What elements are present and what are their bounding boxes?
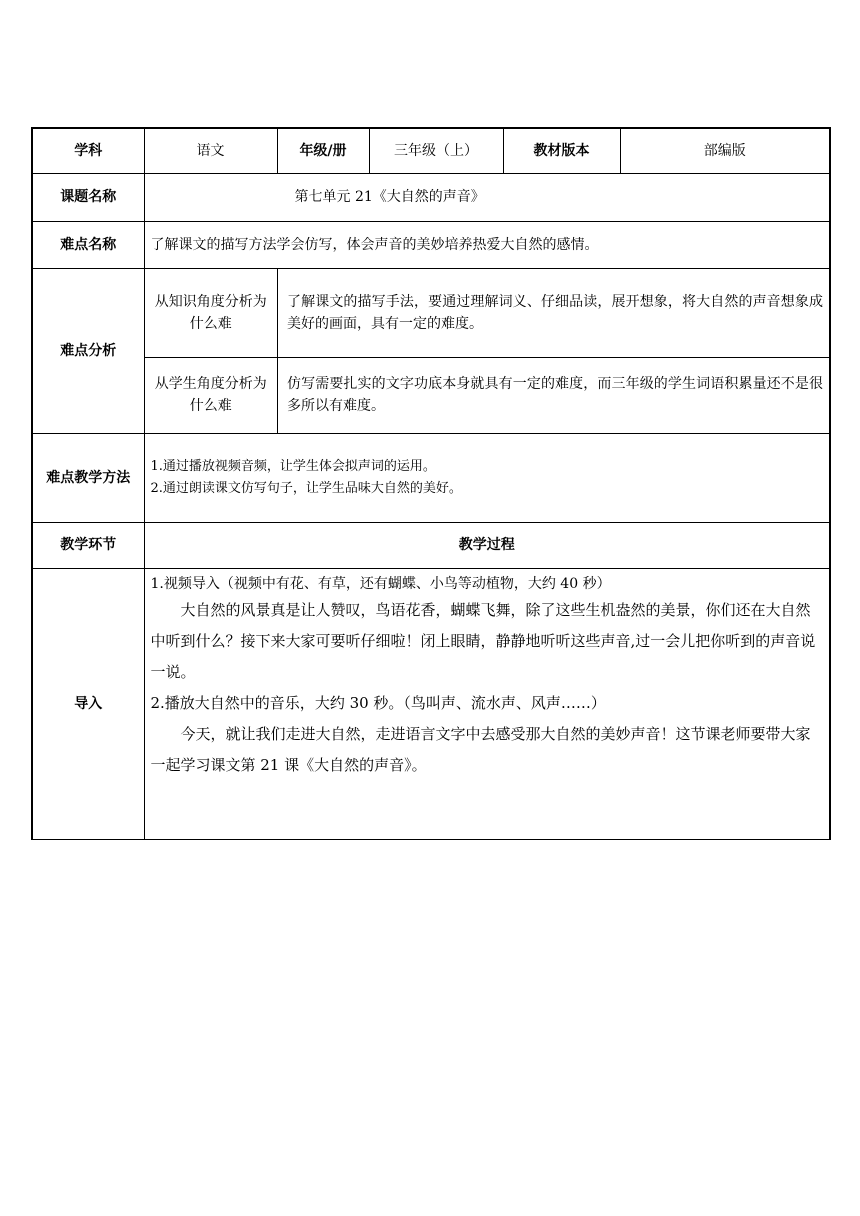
method-item: 2.通过朗读课文仿写句子，让学生品味大自然的美好。 [150, 480, 462, 496]
method-row [32, 433, 830, 522]
lesson-title: 第七单元 21《大自然的声音》 [144, 173, 830, 221]
difficulty-value: 了解课文的描写方法学会仿写，体会声音的美妙培养热爱大自然的感情。 [144, 221, 830, 268]
student-value: 仿写需要扎实的文字功底本身就具有一定的难度，而三年级的学生词语积累量还不是很多所以有难度。 [287, 376, 823, 415]
step-label: 教学环节 [32, 522, 144, 568]
lesson-label: 课题名称 [32, 173, 144, 221]
lesson-plan-table [31, 127, 831, 840]
intro-row [32, 568, 830, 839]
knowledge-label: 从知识角度分析为什么难 [145, 269, 278, 358]
analysis-row [32, 268, 830, 433]
grade-value: 三年级（上） [369, 128, 503, 173]
analysis-inner-table [145, 269, 830, 433]
grade-label: 年级/册 [277, 128, 369, 173]
student-label: 从学生角度分析为什么难 [145, 357, 278, 432]
intro-line: 1.视频导入（视频中有花、有草，还有蝴蝶、小鸟等动植物，大约 40 秒） [150, 575, 611, 592]
intro-paragraph: 今天，就让我们走进大自然，走进语言文字中去感受那大自然的美妙声音！这节课老师要带大家一起学习课文第 21 课《大自然的声音》。 [150, 724, 811, 774]
method-cell [144, 433, 830, 522]
student-row [145, 357, 830, 432]
method-item: 1.通过播放视频音频，让学生体会拟声词的运用。 [150, 458, 436, 474]
intro-content [144, 568, 830, 839]
lesson-row [32, 173, 830, 221]
intro-paragraph: 大自然的风景真是让人赞叹，鸟语花香，蝴蝶飞舞，除了这些生机盎然的美景，你们还在大自然中听到什么？接下来大家可要听仔细啦！闭上眼睛，静静地听听这些声音,过一会儿把你听到的声音说一说。 [150, 600, 816, 681]
knowledge-row [145, 269, 830, 358]
process-label: 教学过程 [144, 522, 830, 568]
process-header-row [32, 522, 830, 568]
intro-line: 2.播放大自然中的音乐，大约 30 秒。（鸟叫声、流水声、风声……） [150, 693, 606, 712]
knowledge-value: 了解课文的描写手法，要通过理解词义、仔细品读，展开想象，将大自然的声音想象成美好的画面，具有一定的难度。 [278, 269, 830, 358]
edition-label: 教材版本 [503, 128, 620, 173]
subject-value: 语文 [144, 128, 277, 173]
subject-label: 学科 [32, 128, 144, 173]
intro-label: 导入 [32, 568, 144, 839]
analysis-label: 难点分析 [32, 268, 144, 433]
edition-value: 部编版 [620, 128, 830, 173]
method-label: 难点教学方法 [32, 433, 144, 522]
analysis-cell [144, 268, 830, 433]
difficulty-row [32, 221, 830, 268]
difficulty-label: 难点名称 [32, 221, 144, 268]
header-row [32, 128, 830, 173]
